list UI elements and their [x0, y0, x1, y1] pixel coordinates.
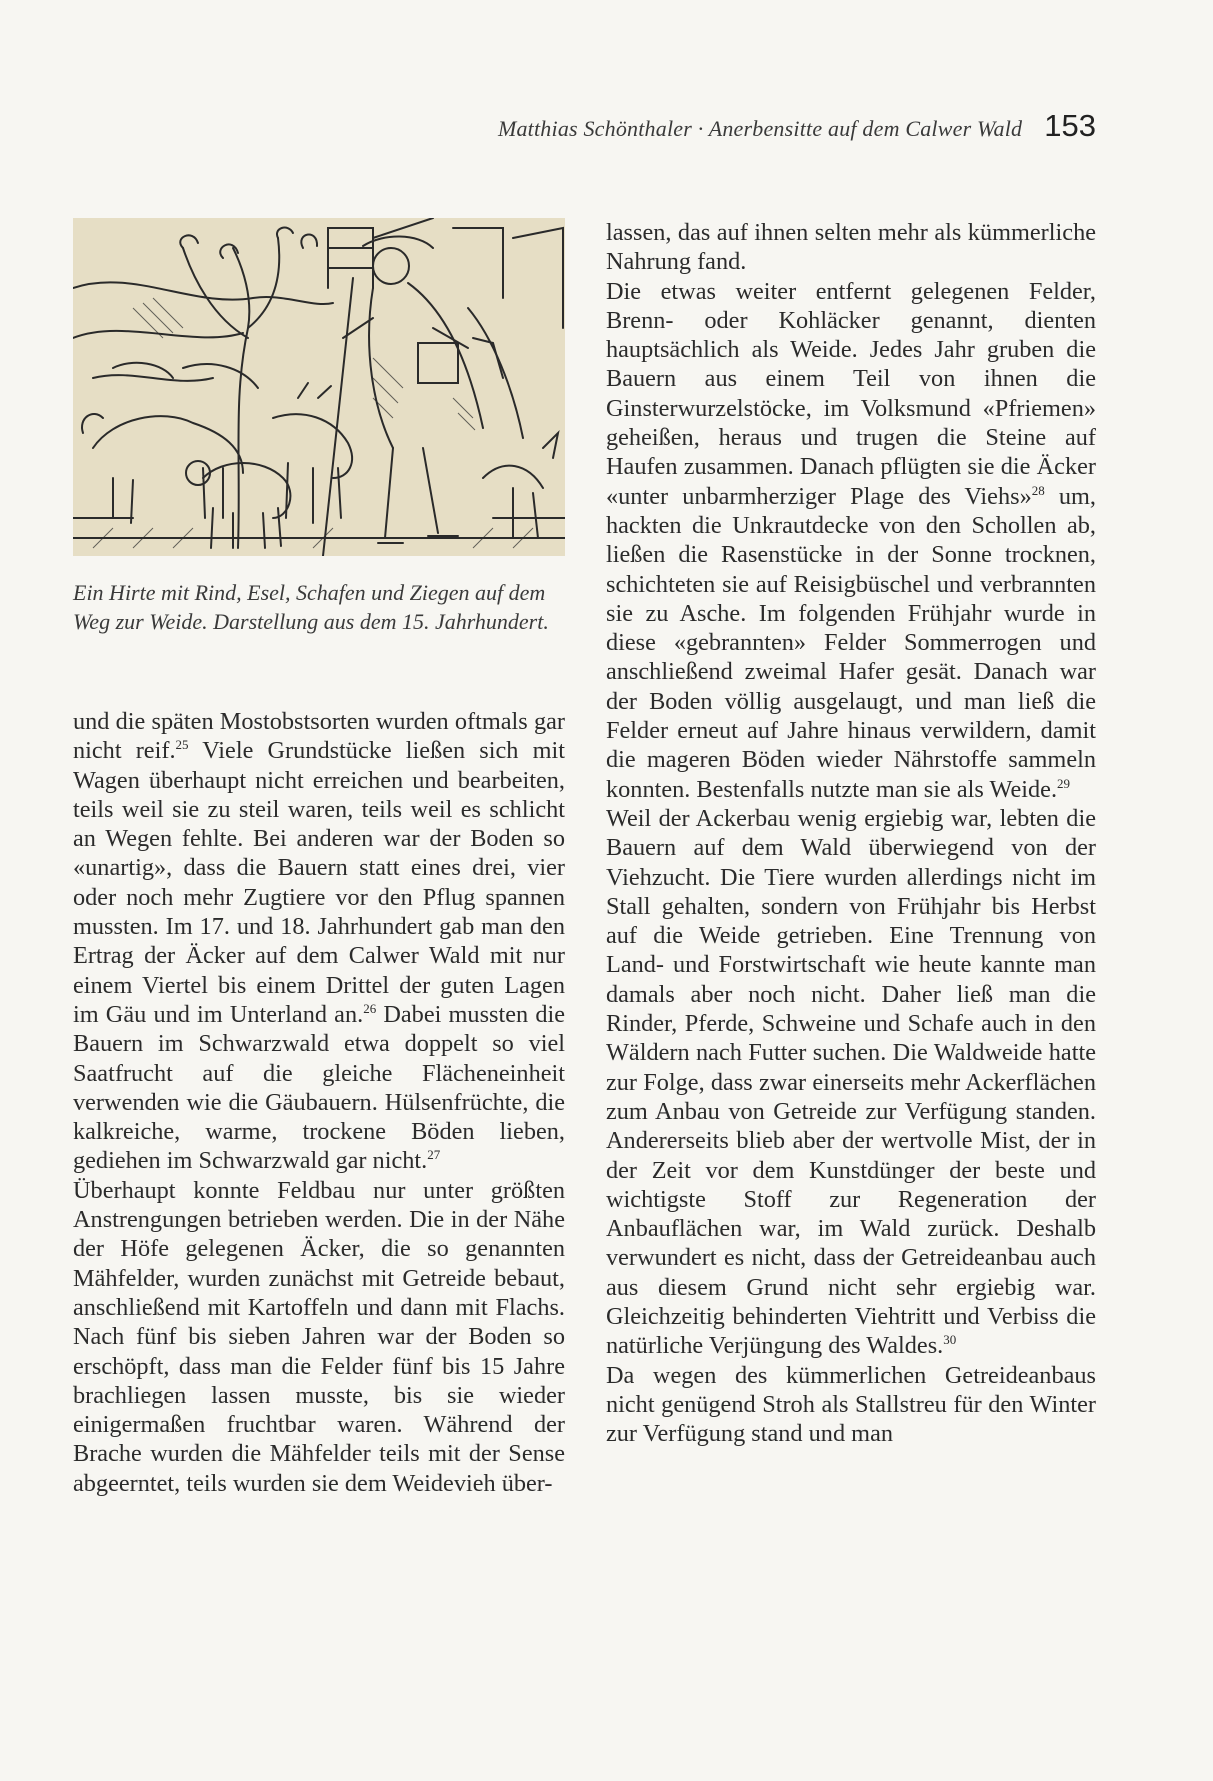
- paragraph: Überhaupt konnte Feldbau nur unter größten Anstrengungen betrieben werden. Die in der Nähe der Höfe gelegenen Äcker, die so genannten Mähfelder, wurden zunächst mit Getreide bebaut, anschließend mit Kartoffeln und dann mit Flachs. Nach fünf bis sieben Jahren war der Boden so erschöpft, dass man die Felder fünf bis 15 Jahre brachliegen lassen musste, bis sie wieder einigermaßen fruchtbar waren. Während der Brache wurden die Mähfelder teils mit der Sense abgeerntet, teils wurden sie dem Weidevieh über-: [73, 1176, 565, 1497]
- paragraph: lassen, das auf ihnen selten mehr als kümmerliche Nahrung fand.: [606, 219, 1096, 276]
- figure-caption: Ein Hirte mit Rind, Esel, Schafen und Ziegen auf dem Weg zur Weide. Darstellung aus dem 15. Jahrhundert.: [73, 580, 549, 634]
- woodcut-illustration: [73, 218, 565, 556]
- text-run: Weil der Ackerbau wenig ergiebig war, lebten die Bauern auf dem Wald überwiegend von der Viehzucht. Die Tiere wurden allerdings nicht im Stall gehalten, sondern von Frühjahr bis Herbst auf die Weide getrieben. Eine Trennung von Land- und Forstwirtschaft wie heute kannte man damals aber noch nicht. Daher ließ man die Rinder, Pferde, Schweine und Schafe auch in den Wäldern nach Futter suchen. Die Waldweide hatte zur Folge, dass zwar einerseits mehr Ackerflächen zum Anbau von Getreide zur Verfügung standen. Andererseits blieb aber der wertvolle Mist, der in der Zeit vor dem Kunstdünger der beste und wichtigste Stoff zur Regeneration der Anbauflächen war, im Wald zurück. Deshalb verwundert es nicht, dass der Getreideanbau auch aus diesem Grund nicht sehr ergiebig war. Gleichzeitig behinderten Viehtritt und Verbiss die natürliche Verjüngung des Waldes.: [606, 804, 1096, 1360]
- text-run: und die späten Mostobstsorten wurden oftmals gar nicht reif.: [73, 708, 565, 765]
- paragraph: [606, 804, 1096, 1361]
- footnote-ref: 30: [943, 1332, 957, 1348]
- text-run: um, hackten die Unkrautdecke von den Schollen ab, ließen die Rasenstücke in der Sonne trocknen, schichteten sie auf Reisigbüschel und verbrannten sie zu Asche. Im folgenden Frühjahr wurde in diese «gebrannten» Felder Sommerrogen und anschließend zweimal Hafer gesät. Danach war der Boden völlig ausgelaugt, und man ließ die Felder erneut auf Jahre hinaus verwildern, damit die mageren Böden wieder Nährstoffe sammeln konnten. Bestenfalls nutzte man sie als Weide.: [606, 482, 1096, 803]
- right-column: [606, 218, 1096, 1448]
- paragraph: [73, 707, 565, 1176]
- paragraph: [606, 277, 1096, 804]
- footnote-ref: 27: [427, 1147, 441, 1163]
- footnote-ref: 29: [1057, 775, 1071, 791]
- text-run: Viele Grundstücke ließen sich mit Wagen überhaupt nicht erreichen und bearbeiten, teils weil sie zu steil waren, teils weil es schlicht an Wegen fehlte. Bei anderen war der Boden so «unartig», dass die Bauern statt eines drei, vier oder noch mehr Zugtiere vor den Pflug spannen mussten. Im 17. und 18. Jahrhundert gab man den Ertrag der Äcker auf dem Calwer Wald mit nur einem Viertel bis einem Drittel der guten Lagen im Gäu und im Unterland an.: [73, 737, 565, 1028]
- footnote-ref: 25: [175, 737, 189, 753]
- footnote-ref: 28: [1031, 482, 1045, 498]
- left-column: [73, 707, 565, 1498]
- running-head: Matthias Schönthaler · Anerbensitte auf dem Calwer Wald: [497, 116, 1023, 141]
- text-run: Dabei mussten die Bauern im Schwarzwald etwa doppelt so viel Saatfrucht auf die gleiche Flächeneinheit verwenden wie die Gäubauern. Hülsenfrüchte, die kalkreiche, warme, trockene Böden lieben, gediehen im Schwarzwald gar nicht.: [73, 1000, 565, 1175]
- paragraph: Da wegen des kümmerlichen Getreideanbaus nicht genügend Stroh als Stallstreu für den Winter zur Verfügung stand und man: [606, 1361, 1096, 1448]
- running-header: [498, 108, 1096, 144]
- footnote-ref: 26: [363, 1000, 377, 1016]
- page-number: 153: [1044, 108, 1096, 143]
- text-run: Die etwas weiter entfernt gelegenen Felder, Brenn- oder Kohläcker genannt, dienten hauptsächlich als Weide. Jedes Jahr gruben die Bauern aus einem Teil von ihnen die Ginsterwurzelstöcke, im Volksmund «Pfriemen» geheißen, heraus und trugen die Steine auf Haufen zusammen. Danach pflügten sie die Äcker «unter unbarmherziger Plage des Viehs»: [606, 277, 1096, 510]
- shepherd-woodcut-image: [73, 218, 565, 556]
